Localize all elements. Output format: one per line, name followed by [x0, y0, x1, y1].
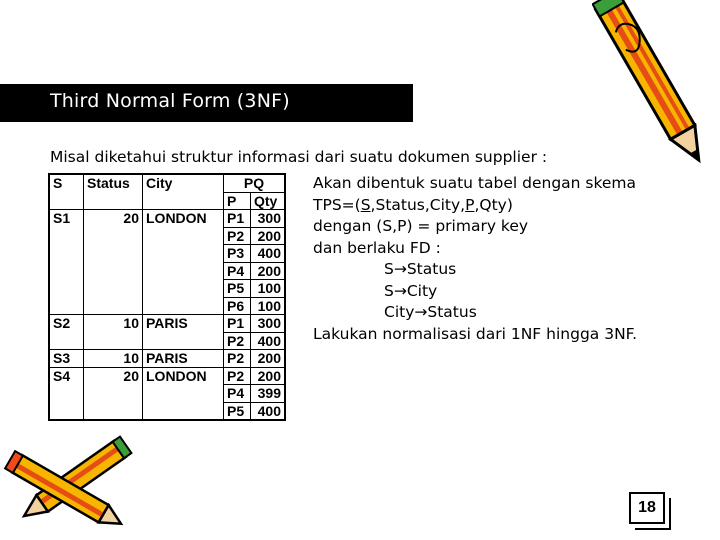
fd-2-left: S — [384, 281, 394, 300]
cell-city: PARIS — [143, 315, 224, 333]
intro-text: Misal diketahui struktur informasi dari suatu dokumen supplier : — [50, 148, 548, 166]
cell-city — [143, 297, 224, 315]
cell-p: P4 — [224, 385, 251, 403]
cell-status: 10 — [84, 350, 143, 368]
title-bar — [0, 84, 413, 122]
schema-key-s: S — [360, 195, 371, 214]
cell-s — [49, 262, 84, 280]
cell-qty: 400 — [251, 245, 286, 263]
cell-qty: 200 — [251, 367, 286, 385]
col-header-qty: Qty — [251, 192, 286, 210]
cell-s — [49, 332, 84, 350]
cell-s: S4 — [49, 367, 84, 385]
col-header-p: P — [224, 192, 251, 210]
fd-3 — [313, 302, 637, 324]
cell-s: S3 — [49, 350, 84, 368]
cell-qty: 400 — [251, 402, 286, 420]
cell-p: P2 — [224, 367, 251, 385]
col-header-s: S — [49, 174, 84, 210]
cell-p: P2 — [224, 332, 251, 350]
cell-city — [143, 385, 224, 403]
schema-key-p: P — [465, 195, 475, 214]
cell-qty: 399 — [251, 385, 286, 403]
cell-p: P2 — [224, 350, 251, 368]
cell-status — [84, 297, 143, 315]
cell-p: P1 — [224, 210, 251, 228]
cell-city — [143, 262, 224, 280]
cell-status — [84, 280, 143, 298]
primary-key-line: dengan (S,P) = primary key — [313, 217, 529, 235]
cell-status — [84, 385, 143, 403]
cell-s — [49, 280, 84, 298]
fd-3-left: City — [384, 303, 415, 321]
schema-mid: ,Status,City, — [370, 195, 466, 214]
cell-status — [84, 402, 143, 420]
cell-qty: 300 — [251, 210, 286, 228]
cell-p: P5 — [224, 402, 251, 420]
page-number: 18 — [629, 492, 665, 524]
cell-city — [143, 280, 224, 298]
arrow-icon: → — [393, 260, 407, 278]
cell-s — [49, 245, 84, 263]
cell-status — [84, 227, 143, 245]
table-row — [49, 385, 285, 403]
table-row — [49, 245, 285, 263]
pencils-icon — [0, 432, 150, 537]
cell-p: P5 — [224, 280, 251, 298]
cell-city — [143, 402, 224, 420]
cell-city — [143, 332, 224, 350]
cell-qty: 400 — [251, 332, 286, 350]
fd-2-right: City — [406, 281, 438, 300]
schema-prefix: TPS=( — [313, 195, 361, 214]
schema-suffix: ,Qty) — [474, 195, 513, 214]
cell-s — [49, 385, 84, 403]
cell-qty: 100 — [251, 297, 286, 315]
cell-status — [84, 332, 143, 350]
table-row — [49, 280, 285, 298]
table-header-row — [49, 174, 285, 192]
cell-city: LONDON — [143, 210, 224, 228]
table-row — [49, 262, 285, 280]
table-row — [49, 350, 285, 368]
table-row — [49, 227, 285, 245]
col-header-status: Status — [84, 174, 143, 210]
fd-1 — [313, 259, 637, 281]
cell-status: 20 — [84, 367, 143, 385]
cell-city — [143, 245, 224, 263]
fd-3-right: Status — [427, 303, 477, 321]
cell-s — [49, 402, 84, 420]
cell-s: S1 — [49, 210, 84, 228]
pencil-icon — [592, 0, 720, 180]
cell-status — [84, 262, 143, 280]
cell-status — [84, 245, 143, 263]
cell-s — [49, 297, 84, 315]
cell-s — [49, 227, 84, 245]
cell-qty: 300 — [251, 315, 286, 333]
cell-city — [143, 227, 224, 245]
cell-p: P3 — [224, 245, 251, 263]
cell-city: PARIS — [143, 350, 224, 368]
col-header-city: City — [143, 174, 224, 210]
cell-city: LONDON — [143, 367, 224, 385]
fd-1-left: S — [384, 260, 394, 278]
description-block — [313, 173, 637, 345]
fd-intro-line: dan berlaku FD : — [313, 238, 441, 257]
fd-2 — [313, 281, 637, 303]
cell-status: 20 — [84, 210, 143, 228]
cell-qty: 200 — [251, 350, 286, 368]
normalization-instruction: Lakukan normalisasi dari 1NF hingga 3NF. — [313, 324, 638, 343]
table-row — [49, 402, 285, 420]
cell-status: 10 — [84, 315, 143, 333]
cell-p: P6 — [224, 297, 251, 315]
cell-p: P1 — [224, 315, 251, 333]
table-row — [49, 315, 285, 333]
table-row — [49, 297, 285, 315]
cell-qty: 200 — [251, 262, 286, 280]
table-row — [49, 210, 285, 228]
slide-title: Third Normal Form (3NF) — [50, 90, 290, 112]
cell-s: S2 — [49, 315, 84, 333]
table-body — [49, 210, 285, 421]
col-header-pq: PQ — [224, 174, 286, 192]
schema-line — [313, 195, 637, 217]
cell-qty: 200 — [251, 227, 286, 245]
cell-p: P2 — [224, 227, 251, 245]
arrow-icon: → — [414, 303, 428, 321]
description-line-1: Akan dibentuk suatu tabel dengan skema — [313, 174, 637, 192]
supplier-table — [48, 173, 286, 421]
table-row — [49, 332, 285, 350]
cell-qty: 100 — [251, 280, 286, 298]
fd-1-right: Status — [406, 260, 457, 278]
arrow-icon: → — [393, 281, 407, 300]
cell-p: P4 — [224, 262, 251, 280]
table-row — [49, 367, 285, 385]
